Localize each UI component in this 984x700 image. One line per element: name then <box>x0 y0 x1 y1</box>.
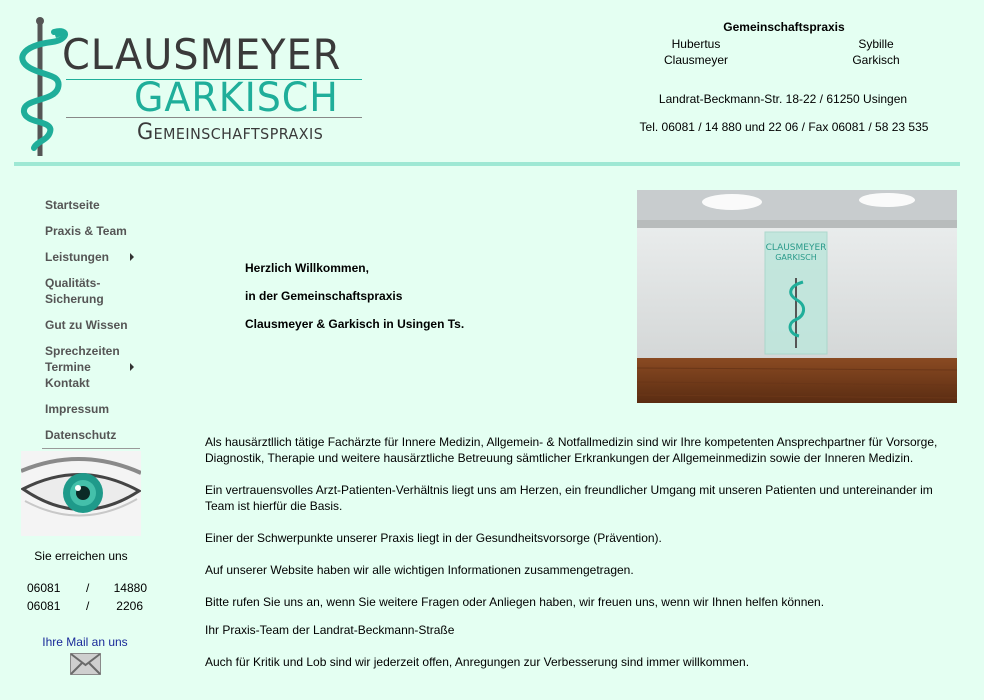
nav-item-qualitaet-line2[interactable]: Sicherung <box>45 292 104 306</box>
nav-item-kontakt[interactable]: Kontakt <box>45 376 90 390</box>
phone-area: 06081 <box>27 581 61 595</box>
nav-item-datenschutz[interactable]: Datenschutz <box>45 428 117 442</box>
phone-row <box>27 599 147 613</box>
phone-row <box>27 581 147 595</box>
header-address: Landrat-Beckmann-Str. 18-22 / 61250 Usingen <box>658 92 908 106</box>
rod-of-asclepius-icon <box>10 16 70 162</box>
phone-number: 2206 <box>116 599 143 613</box>
header-divider <box>14 162 960 166</box>
mail-link[interactable]: Ihre Mail an uns <box>42 635 128 649</box>
phone-area: 06081 <box>27 599 61 613</box>
team-signature: Ihr Praxis-Team der Landrat-Beckmann-Straße <box>205 623 455 637</box>
logo[interactable] <box>10 16 380 162</box>
call-paragraph: Bitte rufen Sie uns an, wenn Sie weitere Fragen oder Anliegen haben, wir freuen uns, wenn wir Ihnen helfen können. <box>205 595 825 609</box>
doctor-2-last: Garkisch <box>852 53 900 67</box>
doctor-2 <box>830 36 922 68</box>
logo-line-1: CLAUSMEYER <box>62 30 342 79</box>
doctor-2-first: Sybille <box>858 37 894 51</box>
header-phone: Tel. 06081 / 14 880 und 22 06 / Fax 06081 / 58 23 535 <box>639 120 929 134</box>
logo-line-3: Gemeinschaftspraxis <box>137 120 324 145</box>
nav-item-praxis-team[interactable]: Praxis & Team <box>45 224 127 238</box>
doctor-1-last: Clausmeyer <box>663 53 729 67</box>
photo-sign-line-1: CLAUSMEYER <box>765 243 827 253</box>
nav-item-qualitaet-line1[interactable]: Qualitäts- <box>45 276 101 290</box>
reception-photo <box>637 190 957 403</box>
nav-item-gut-zu-wissen[interactable]: Gut zu Wissen <box>45 318 128 332</box>
eye-image <box>21 451 141 536</box>
website-paragraph: Auf unserer Website haben wir alle wichtigen Informationen zusammengetragen. <box>205 563 634 577</box>
doctor-1-first: Hubertus <box>671 37 721 51</box>
submenu-arrow-icon <box>130 363 134 371</box>
welcome-line-2: in der Gemeinschaftspraxis <box>245 289 403 303</box>
nav-item-termine[interactable]: Termine <box>45 360 91 374</box>
logo-line-2: GARKISCH <box>134 75 339 121</box>
doctor-1 <box>650 36 742 68</box>
phone-number: 14880 <box>113 581 147 595</box>
reach-us-label: Sie erreichen uns <box>34 549 128 563</box>
intro-paragraph: Als hausärztllich tätige Fachärzte für Innere Medizin, Allgemein- & Notfallmedizin sind wir Ihre kompetenten Ansprechpartner für Vorsorge, Diagnostik, Therapie und weitere hausärztliche Betreuung sämtlicher Erkrankungen der Allgemeinmedizin sowie der Inneren Medizin. <box>205 435 938 465</box>
submenu-arrow-icon <box>130 253 134 261</box>
nav-divider <box>42 448 140 449</box>
welcome-line-3: Clausmeyer & Garkisch in Usingen Ts. <box>245 317 465 331</box>
header-title: Gemeinschaftspraxis <box>723 20 845 34</box>
prevention-paragraph: Einer der Schwerpunkte unserer Praxis liegt in der Gesundheitsvorsorge (Prävention). <box>205 531 662 545</box>
trust-paragraph: Ein vertrauensvolles Arzt-Patienten-Verhältnis liegt uns am Herzen, ein freundlicher Umgang mit unseren Patienten und untereinander im Team ist hierfür die Basis. <box>205 483 933 513</box>
welcome-line-1: Herzlich Willkommen, <box>245 261 369 275</box>
nav-item-startseite[interactable]: Startseite <box>45 198 100 212</box>
envelope-icon[interactable] <box>70 653 101 675</box>
nav-item-impressum[interactable]: Impressum <box>45 402 110 416</box>
nav-item-sprechzeiten[interactable]: Sprechzeiten <box>45 344 120 358</box>
phone-sep: / <box>86 599 90 613</box>
photo-sign-line-2: GARKISCH <box>775 253 817 262</box>
nav-item-leistungen[interactable]: Leistungen <box>45 250 110 264</box>
phone-sep: / <box>86 581 90 595</box>
feedback-paragraph: Auch für Kritik und Lob sind wir jederzeit offen, Anregungen zur Verbesserung sind immer willkommen. <box>205 655 750 669</box>
